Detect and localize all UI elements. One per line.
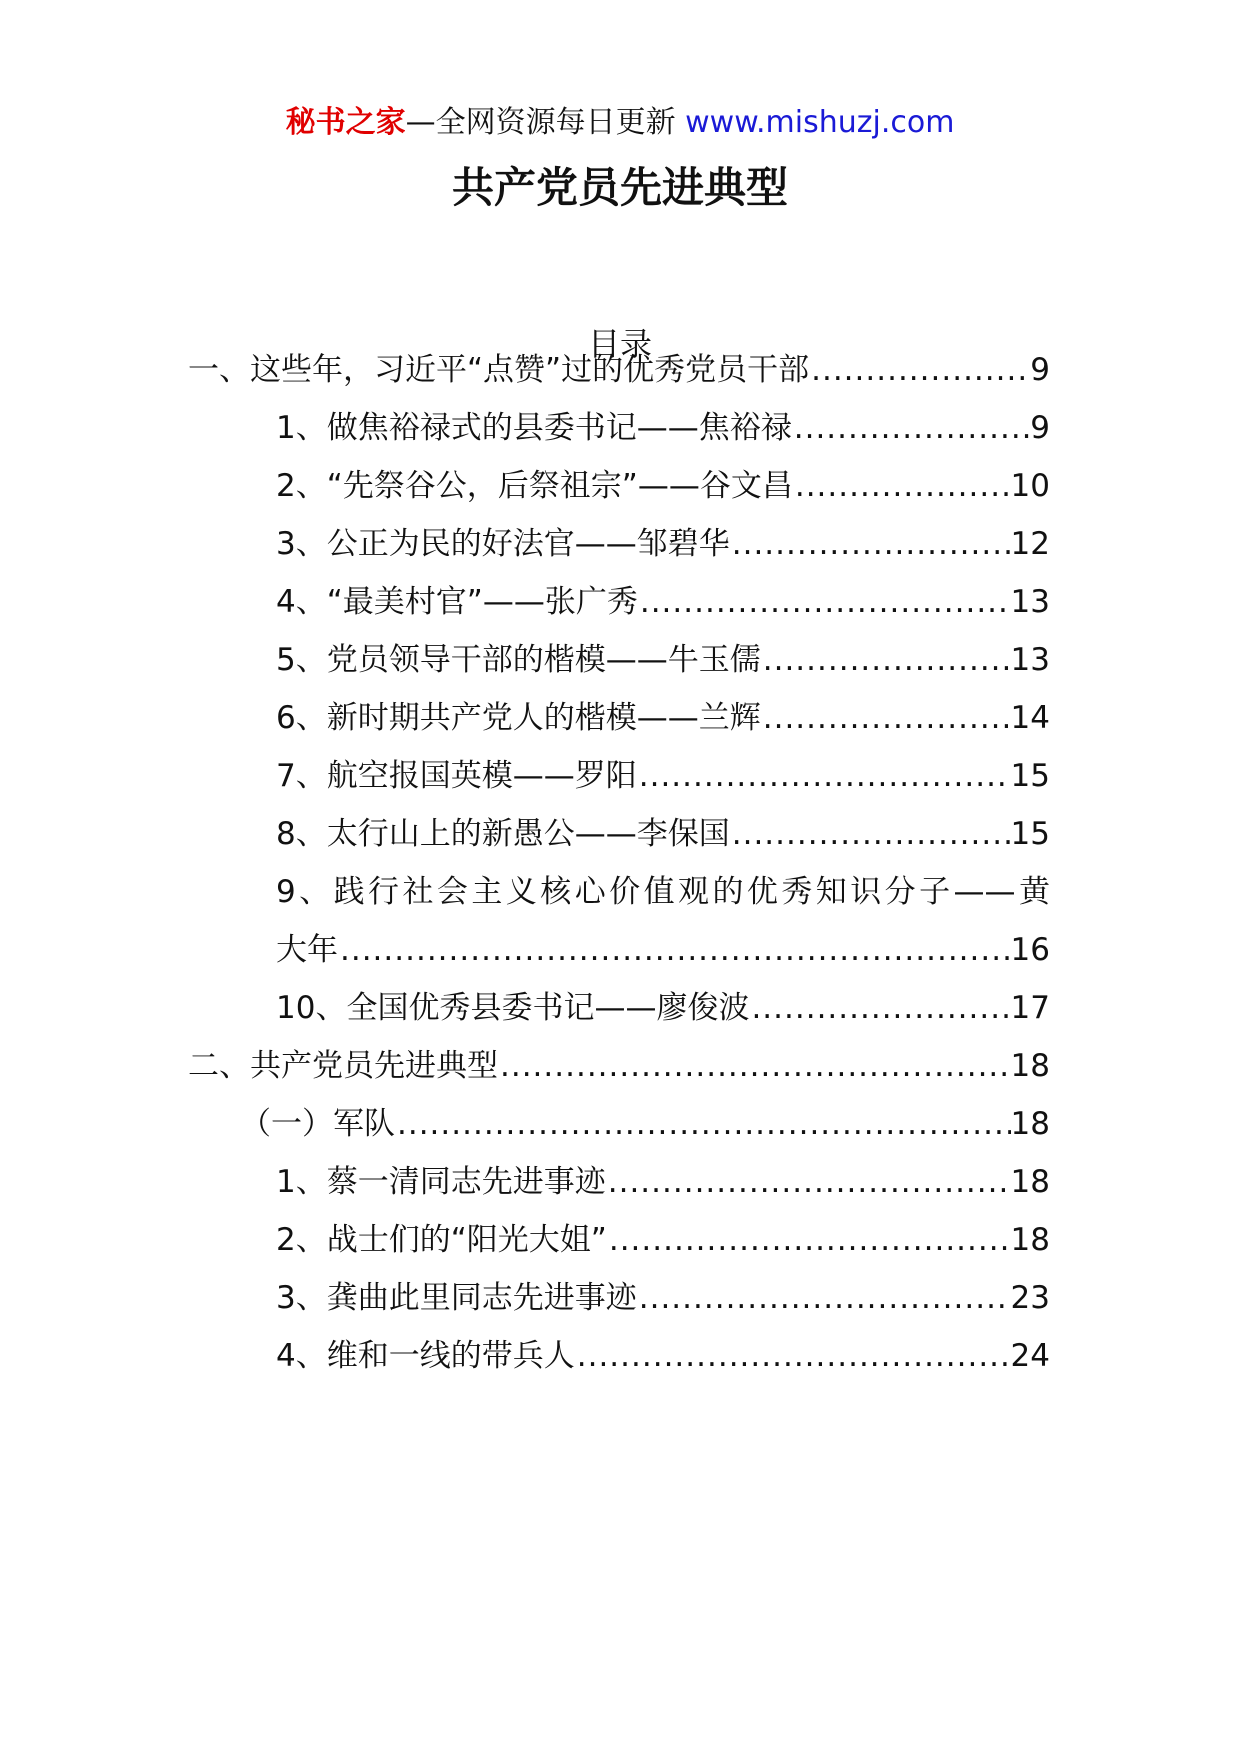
- toc-entry-page: 18: [1010, 1048, 1050, 1084]
- toc-entry-label: 2、“先祭谷公，后祭祖宗”——谷文昌: [276, 468, 793, 504]
- toc-entry-page: 13: [1010, 584, 1050, 620]
- toc-entry-page: 9: [1030, 410, 1050, 446]
- toc-entry-wrapped-line[interactable]: 9、践行社会主义核心价值观的优秀知识分子——黄: [276, 874, 1050, 910]
- toc-leader-dots: [761, 638, 1011, 682]
- toc-entry-label: 7、航空报国英模——罗阳: [276, 758, 637, 794]
- toc-entry-page: 15: [1010, 816, 1050, 852]
- toc-entry[interactable]: [276, 406, 1050, 450]
- toc-leader-dots: [498, 1044, 1011, 1088]
- toc-entry-label: 3、龚曲此里同志先进事迹: [276, 1280, 637, 1316]
- toc-leader-dots: [575, 1334, 1011, 1378]
- toc-entry[interactable]: [276, 986, 1050, 1030]
- toc-entry-label: 1、做焦裕禄式的县委书记——焦裕禄: [276, 410, 792, 446]
- toc-entry-label: 4、维和一线的带兵人: [276, 1338, 575, 1374]
- toc-leader-dots: [749, 986, 1010, 1030]
- toc-entry-page: 16: [1010, 932, 1050, 968]
- toc-entry[interactable]: [276, 522, 1050, 566]
- toc-entry-label: 10、全国优秀县委书记——廖俊波: [276, 990, 750, 1026]
- toc-entry[interactable]: [188, 1044, 1050, 1088]
- toc-leader-dots: [730, 812, 1011, 856]
- toc-entry-page: 12: [1010, 526, 1050, 562]
- toc-entry-label: 二、共产党员先进典型: [188, 1048, 498, 1084]
- toc-entry[interactable]: [188, 348, 1050, 392]
- toc-leader-dots: [730, 522, 1011, 566]
- toc-leader-dots: [638, 580, 1011, 624]
- toc-leader-dots: [637, 1276, 1011, 1320]
- toc-leader-dots: [607, 1218, 1011, 1262]
- toc-entry[interactable]: [276, 580, 1050, 624]
- toc-entry-label: 6、新时期共产党人的楷模——兰辉: [276, 700, 761, 736]
- toc-entry[interactable]: [276, 1276, 1050, 1320]
- toc-leader-dots: [809, 348, 1030, 392]
- toc-entry-page: 18: [1010, 1106, 1050, 1142]
- toc-entry[interactable]: [276, 1334, 1050, 1378]
- toc-leader-dots: [637, 754, 1011, 798]
- site-url-link[interactable]: www.mishuzj.com: [685, 105, 955, 140]
- toc-entry[interactable]: [276, 638, 1050, 682]
- toc-entry-label: （一）军队: [240, 1106, 395, 1142]
- toc-entry-label: 3、公正为民的好法官——邹碧华: [276, 526, 730, 562]
- document-title: 共产党员先进典型: [451, 163, 788, 212]
- toc-entry[interactable]: [276, 928, 1050, 972]
- toc-entry-label: 大年: [276, 932, 338, 968]
- toc-entry-label: 2、战士们的“阳光大姐”: [276, 1222, 607, 1258]
- toc-entry-page: 9: [1030, 352, 1050, 388]
- toc-entry-label: 1、蔡一清同志先进事迹: [276, 1164, 606, 1200]
- toc-entry-page: 24: [1010, 1338, 1050, 1374]
- toc-entry[interactable]: [276, 696, 1050, 740]
- toc-entry-page: 14: [1010, 700, 1050, 736]
- toc-entry[interactable]: [276, 1160, 1050, 1204]
- toc-entry-page: 13: [1010, 642, 1050, 678]
- toc-entry-page: 18: [1010, 1164, 1050, 1200]
- toc-leader-dots: [606, 1160, 1011, 1204]
- toc-entry[interactable]: [276, 1218, 1050, 1262]
- toc-entry[interactable]: [276, 754, 1050, 798]
- site-tagline: —全网资源每日更新: [405, 105, 686, 140]
- toc-entry-label: 一、这些年，习近平“点赞”过的优秀党员干部: [188, 352, 810, 388]
- toc-entry[interactable]: [240, 1102, 1050, 1146]
- toc-entry-page: 23: [1010, 1280, 1050, 1316]
- toc-leader-dots: [338, 928, 1011, 972]
- toc-entry-label: 4、“最美村官”——张广秀: [276, 584, 638, 620]
- toc-entry-label: 5、党员领导干部的楷模——牛玉儒: [276, 642, 761, 678]
- toc-entry-page: 18: [1010, 1222, 1050, 1258]
- toc-entry-page: 10: [1010, 468, 1050, 504]
- toc-entry-label: 8、太行山上的新愚公——李保国: [276, 816, 730, 852]
- toc-entry-page: 17: [1010, 990, 1050, 1026]
- site-brand: 秘书之家: [285, 105, 406, 140]
- toc-leader-dots: [792, 406, 1031, 450]
- toc-leader-dots: [761, 696, 1011, 740]
- toc-entry[interactable]: [276, 464, 1050, 508]
- toc-entry[interactable]: [276, 812, 1050, 856]
- toc-heading: 目录: [587, 325, 652, 363]
- toc-leader-dots: [395, 1102, 1011, 1146]
- toc-entry-page: 15: [1010, 758, 1050, 794]
- toc-leader-dots: [793, 464, 1011, 508]
- site-header: [0, 103, 1240, 143]
